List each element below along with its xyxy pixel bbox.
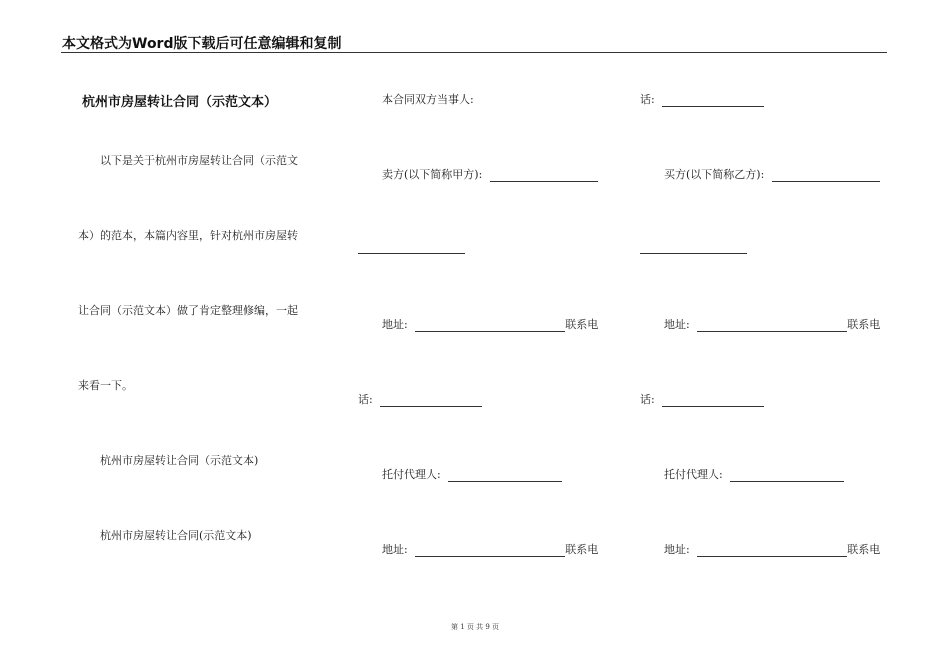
intro-line-3: 让合同（示范文本）做了肯定整理修编，一起 bbox=[78, 304, 298, 317]
buyer-agent-row bbox=[664, 468, 844, 482]
intro-line-1: 以下是关于杭州市房屋转让合同（示范文 bbox=[100, 154, 298, 167]
buyer-row bbox=[664, 168, 880, 182]
seller-agent-label: 托付代理人: bbox=[382, 468, 441, 481]
seller-blank-continued[interactable] bbox=[358, 253, 465, 254]
seller-agent-row bbox=[382, 468, 562, 482]
seller-address-label: 地址: bbox=[382, 318, 408, 331]
intro-line-4: 来看一下。 bbox=[78, 379, 133, 392]
buyer-blank-continued[interactable] bbox=[640, 253, 747, 254]
seller-row bbox=[382, 168, 598, 182]
seller-phone-blank[interactable] bbox=[380, 394, 482, 407]
buyer-address-row bbox=[664, 318, 880, 332]
buyer-agent-label: 托付代理人: bbox=[664, 468, 723, 481]
buyer-phone-label: 话: bbox=[640, 393, 655, 406]
seller-agent-address-blank[interactable] bbox=[415, 544, 565, 557]
subtitle-line-1: 杭州市房屋转让合同（示范文本) bbox=[100, 454, 259, 467]
parties-label: 本合同双方当事人: bbox=[382, 93, 474, 106]
seller-agent-contact-label: 联系电 bbox=[565, 543, 599, 556]
buyer-agent-blank[interactable] bbox=[730, 469, 844, 482]
buyer-phone-row bbox=[640, 393, 764, 407]
column3-phone-top-label: 话: bbox=[640, 93, 655, 106]
seller-agent-blank[interactable] bbox=[448, 469, 562, 482]
seller-address-row bbox=[382, 318, 598, 332]
buyer-phone-blank[interactable] bbox=[662, 394, 764, 407]
seller-address-blank[interactable] bbox=[415, 319, 565, 332]
seller-contact-label: 联系电 bbox=[565, 318, 599, 331]
buyer-blank[interactable] bbox=[772, 169, 880, 182]
seller-blank[interactable] bbox=[490, 169, 598, 182]
header-rule bbox=[61, 52, 887, 53]
buyer-contact-label: 联系电 bbox=[847, 318, 881, 331]
subtitle-line-2: 杭州市房屋转让合同(示范文本) bbox=[100, 529, 252, 542]
buyer-address-blank[interactable] bbox=[697, 319, 847, 332]
document-header: 本文格式为Word版下载后可任意编辑和复制 bbox=[62, 36, 342, 52]
seller-agent-address-row bbox=[382, 543, 598, 557]
seller-agent-address-label: 地址: bbox=[382, 543, 408, 556]
buyer-agent-contact-label: 联系电 bbox=[847, 543, 881, 556]
column3-phone-top-blank[interactable] bbox=[662, 94, 764, 107]
column3-phone-top-row bbox=[640, 93, 764, 107]
seller-label: 卖方(以下简称甲方): bbox=[382, 168, 483, 181]
buyer-agent-address-label: 地址: bbox=[664, 543, 690, 556]
seller-phone-label: 话: bbox=[358, 393, 373, 406]
seller-phone-row bbox=[358, 393, 482, 407]
intro-line-2: 本）的范本，本篇内容里，针对杭州市房屋转 bbox=[78, 229, 298, 242]
document-title: 杭州市房屋转让合同（示范文本） bbox=[82, 95, 278, 110]
buyer-agent-address-blank[interactable] bbox=[697, 544, 847, 557]
buyer-agent-address-row bbox=[664, 543, 880, 557]
buyer-label: 买方(以下简称乙方): bbox=[664, 168, 765, 181]
page-footer: 第 1 页 共 9 页 bbox=[450, 623, 500, 631]
buyer-address-label: 地址: bbox=[664, 318, 690, 331]
